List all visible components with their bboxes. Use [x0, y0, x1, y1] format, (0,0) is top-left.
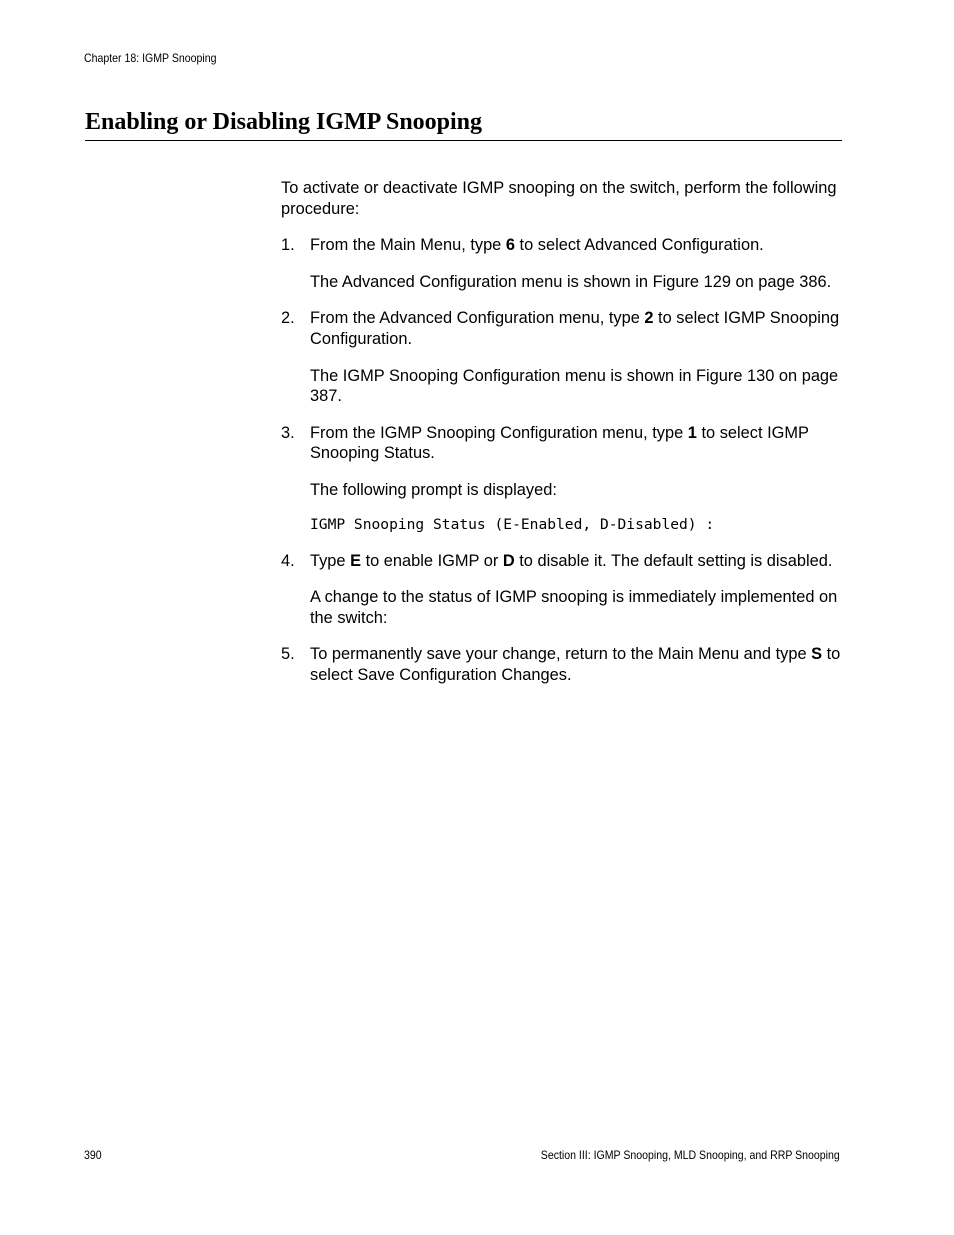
step-note: The following prompt is displayed:: [310, 480, 557, 499]
body-content: [281, 178, 846, 702]
intro-paragraph: To activate or deactivate IGMP snooping on the switch, perform the following procedure:: [281, 179, 837, 218]
step-1: [281, 235, 846, 292]
key-label: 6: [505, 236, 515, 255]
step-number: 1.: [281, 236, 295, 255]
step-note: A change to the status of IGMP snooping is immediately implemented on the switch:: [310, 588, 838, 627]
code-prompt: IGMP Snooping Status (E-Enabled, D-Disabled) :: [310, 515, 715, 533]
step-instruction: From the Main Menu, type 6 to select Advanced Configuration.: [310, 236, 764, 255]
heading-rule: [85, 140, 842, 141]
page-number: 390: [84, 1148, 102, 1162]
step-number: 2.: [281, 309, 295, 328]
step-3: [281, 423, 846, 535]
step-number: 3.: [281, 423, 295, 442]
running-header: Chapter 18: IGMP Snooping: [84, 51, 217, 65]
step-5: [281, 644, 846, 685]
step-number: 5.: [281, 645, 295, 664]
step-note: The Advanced Configuration menu is shown in Figure 129 on page 386.: [310, 272, 832, 291]
step-instruction: To permanently save your change, return to the Main Menu and type S to select Save Configuration Changes.: [310, 645, 841, 684]
step-4: [281, 551, 846, 629]
key-label: 2: [644, 309, 654, 328]
key-label: E: [350, 551, 362, 570]
key-label: D: [502, 551, 515, 570]
step-instruction: From the IGMP Snooping Configuration menu, type 1 to select IGMP Snooping Status.: [310, 423, 809, 463]
step-instruction: From the Advanced Configuration menu, type 2 to select IGMP Snooping Configuration.: [310, 309, 840, 348]
step-note: The IGMP Snooping Configuration menu is shown in Figure 130 on page 387.: [310, 366, 839, 406]
step-number: 4.: [281, 551, 295, 570]
key-label: S: [811, 645, 823, 664]
section-heading: Enabling or Disabling IGMP Snooping: [85, 109, 483, 135]
key-label: 1: [687, 423, 697, 442]
step-instruction: Type E to enable IGMP or D to disable it. The default setting is disabled.: [310, 551, 833, 570]
step-2: [281, 308, 846, 406]
footer-section-title: Section III: IGMP Snooping, MLD Snooping, and RRP Snooping: [540, 1148, 840, 1162]
